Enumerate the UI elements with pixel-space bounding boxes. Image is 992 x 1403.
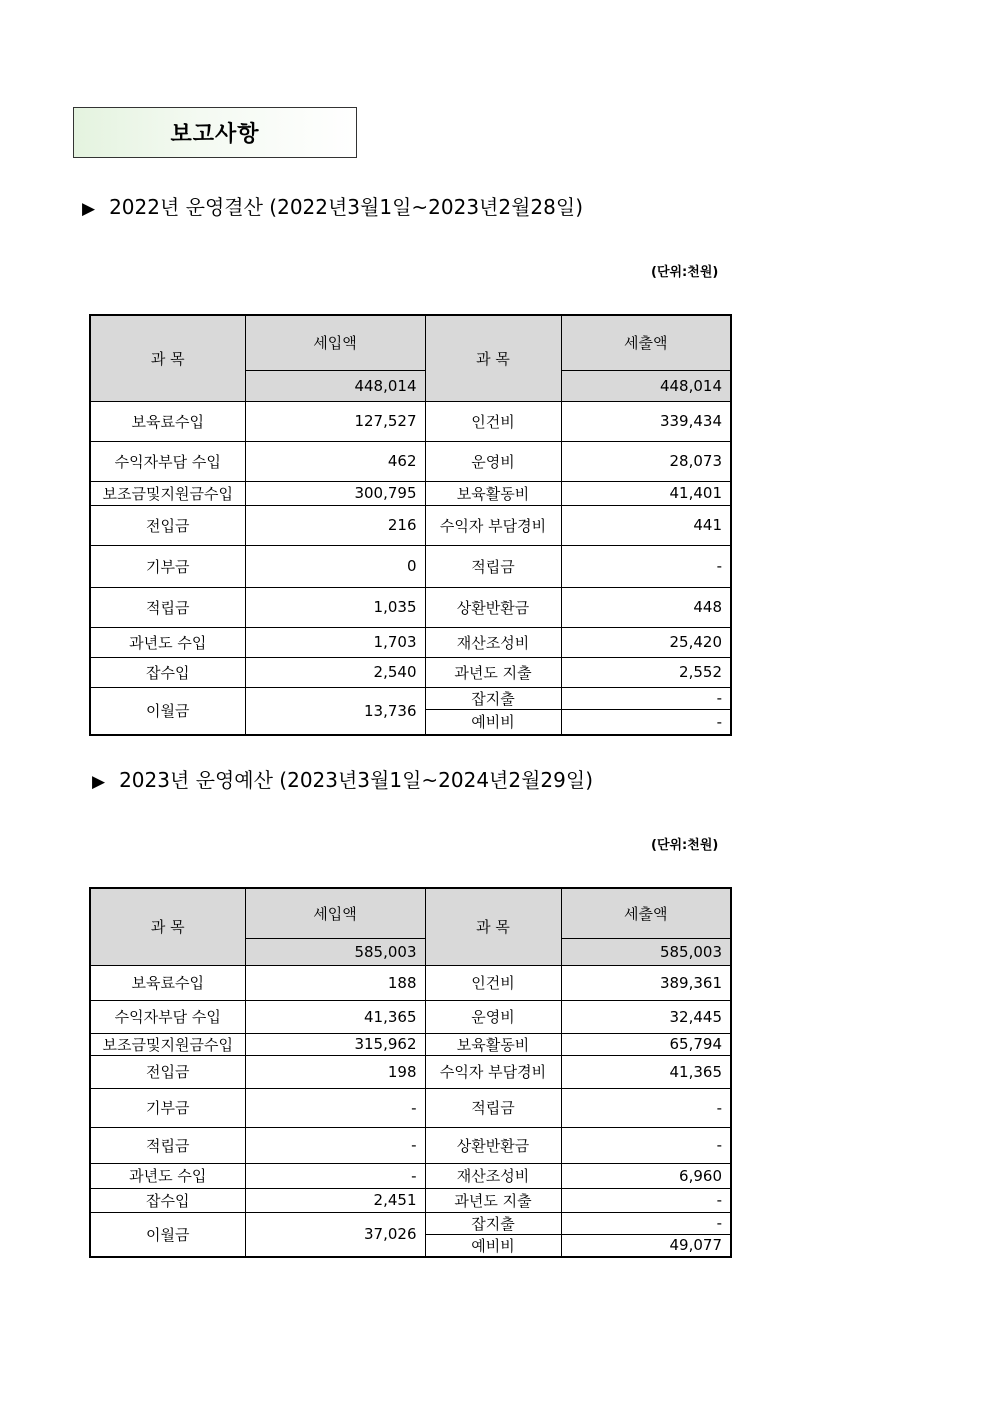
expense-value: - — [561, 687, 731, 709]
settlement-table — [89, 314, 732, 736]
income-label: 보육료수입 — [90, 965, 245, 1000]
unit-label: (단위:천원) — [651, 838, 719, 853]
expense-value: 41,365 — [561, 1055, 731, 1088]
income-label: 전입금 — [90, 505, 245, 545]
expense-value: - — [561, 1188, 731, 1212]
expense-value: 2,552 — [561, 657, 731, 687]
income-value: 13,736 — [245, 687, 425, 735]
income-label: 이월금 — [90, 1212, 245, 1257]
expense-total: 448,014 — [561, 370, 731, 401]
income-subject-header: 과 목 — [90, 888, 245, 965]
expense-value: 6,960 — [561, 1163, 731, 1188]
income-value: 37,026 — [245, 1212, 425, 1257]
income-value: 127,527 — [245, 401, 425, 441]
section-heading-budget — [92, 764, 593, 793]
expense-label: 보육활동비 — [425, 481, 561, 505]
income-label: 보육료수입 — [90, 401, 245, 441]
income-total: 585,003 — [245, 938, 425, 965]
income-value: 188 — [245, 965, 425, 1000]
income-label: 과년도 수입 — [90, 1163, 245, 1188]
income-value: - — [245, 1088, 425, 1127]
page-title: 보고사항 — [73, 107, 357, 158]
section-heading-settlement — [82, 191, 583, 220]
income-label: 기부금 — [90, 545, 245, 587]
expense-value: 389,361 — [561, 965, 731, 1000]
expense-label: 보육활동비 — [425, 1033, 561, 1055]
expense-label: 과년도 지출 — [425, 1188, 561, 1212]
expense-label: 적립금 — [425, 1088, 561, 1127]
expense-value: - — [561, 1127, 731, 1163]
income-label: 수익자부담 수입 — [90, 441, 245, 481]
income-value: 1,035 — [245, 587, 425, 627]
income-label: 수익자부담 수입 — [90, 1000, 245, 1033]
expense-label: 운영비 — [425, 441, 561, 481]
income-value: 462 — [245, 441, 425, 481]
expense-label: 인건비 — [425, 401, 561, 441]
income-value: 198 — [245, 1055, 425, 1088]
income-label: 보조금및지원금수입 — [90, 481, 245, 505]
expense-label: 재산조성비 — [425, 1163, 561, 1188]
section-heading-text: 2022년 운영결산 (2022년3월1일~2023년2월28일) — [109, 195, 583, 219]
income-label: 기부금 — [90, 1088, 245, 1127]
income-value: 2,451 — [245, 1188, 425, 1212]
income-amount-header: 세입액 — [245, 888, 425, 938]
income-value: - — [245, 1163, 425, 1188]
income-value: 300,795 — [245, 481, 425, 505]
income-value: 315,962 — [245, 1033, 425, 1055]
expense-value: 441 — [561, 505, 731, 545]
expense-value: - — [561, 1088, 731, 1127]
triangle-bullet-icon: ▶ — [92, 772, 106, 792]
income-amount-header: 세입액 — [245, 315, 425, 370]
budget-table — [89, 887, 732, 1258]
expense-subject-header: 과 목 — [425, 888, 561, 965]
income-label: 보조금및지원금수입 — [90, 1033, 245, 1055]
expense-label: 과년도 지출 — [425, 657, 561, 687]
expense-value: - — [561, 709, 731, 735]
income-value: 41,365 — [245, 1000, 425, 1033]
expense-value: 32,445 — [561, 1000, 731, 1033]
expense-label: 상환반환금 — [425, 1127, 561, 1163]
expense-label: 적립금 — [425, 545, 561, 587]
income-label: 전입금 — [90, 1055, 245, 1088]
expense-label: 예비비 — [425, 709, 561, 735]
income-label: 과년도 수입 — [90, 627, 245, 657]
expense-value: 49,077 — [561, 1234, 731, 1257]
income-value: 216 — [245, 505, 425, 545]
income-subject-header: 과 목 — [90, 315, 245, 401]
expense-label: 잡지출 — [425, 1212, 561, 1234]
expense-value: 339,434 — [561, 401, 731, 441]
income-label: 적립금 — [90, 587, 245, 627]
expense-value: - — [561, 1212, 731, 1234]
expense-amount-header: 세출액 — [561, 888, 731, 938]
unit-label: (단위:천원) — [651, 265, 719, 280]
expense-value: 28,073 — [561, 441, 731, 481]
section-heading-text: 2023년 운영예산 (2023년3월1일~2024년2월29일) — [119, 768, 593, 792]
expense-value: 25,420 — [561, 627, 731, 657]
expense-label: 수익자 부담경비 — [425, 1055, 561, 1088]
expense-label: 재산조성비 — [425, 627, 561, 657]
income-label: 잡수입 — [90, 1188, 245, 1212]
expense-label: 상환반환금 — [425, 587, 561, 627]
expense-value: 65,794 — [561, 1033, 731, 1055]
income-label: 잡수입 — [90, 657, 245, 687]
income-value: - — [245, 1127, 425, 1163]
expense-label: 예비비 — [425, 1234, 561, 1257]
triangle-bullet-icon: ▶ — [82, 199, 96, 219]
expense-label: 잡지출 — [425, 687, 561, 709]
expense-value: - — [561, 545, 731, 587]
expense-label: 인건비 — [425, 965, 561, 1000]
expense-value: 448 — [561, 587, 731, 627]
expense-subject-header: 과 목 — [425, 315, 561, 401]
income-value: 0 — [245, 545, 425, 587]
income-label: 적립금 — [90, 1127, 245, 1163]
expense-total: 585,003 — [561, 938, 731, 965]
expense-label: 수익자 부담경비 — [425, 505, 561, 545]
expense-amount-header: 세출액 — [561, 315, 731, 370]
income-label: 이월금 — [90, 687, 245, 735]
expense-label: 운영비 — [425, 1000, 561, 1033]
income-value: 2,540 — [245, 657, 425, 687]
income-value: 1,703 — [245, 627, 425, 657]
income-total: 448,014 — [245, 370, 425, 401]
expense-value: 41,401 — [561, 481, 731, 505]
